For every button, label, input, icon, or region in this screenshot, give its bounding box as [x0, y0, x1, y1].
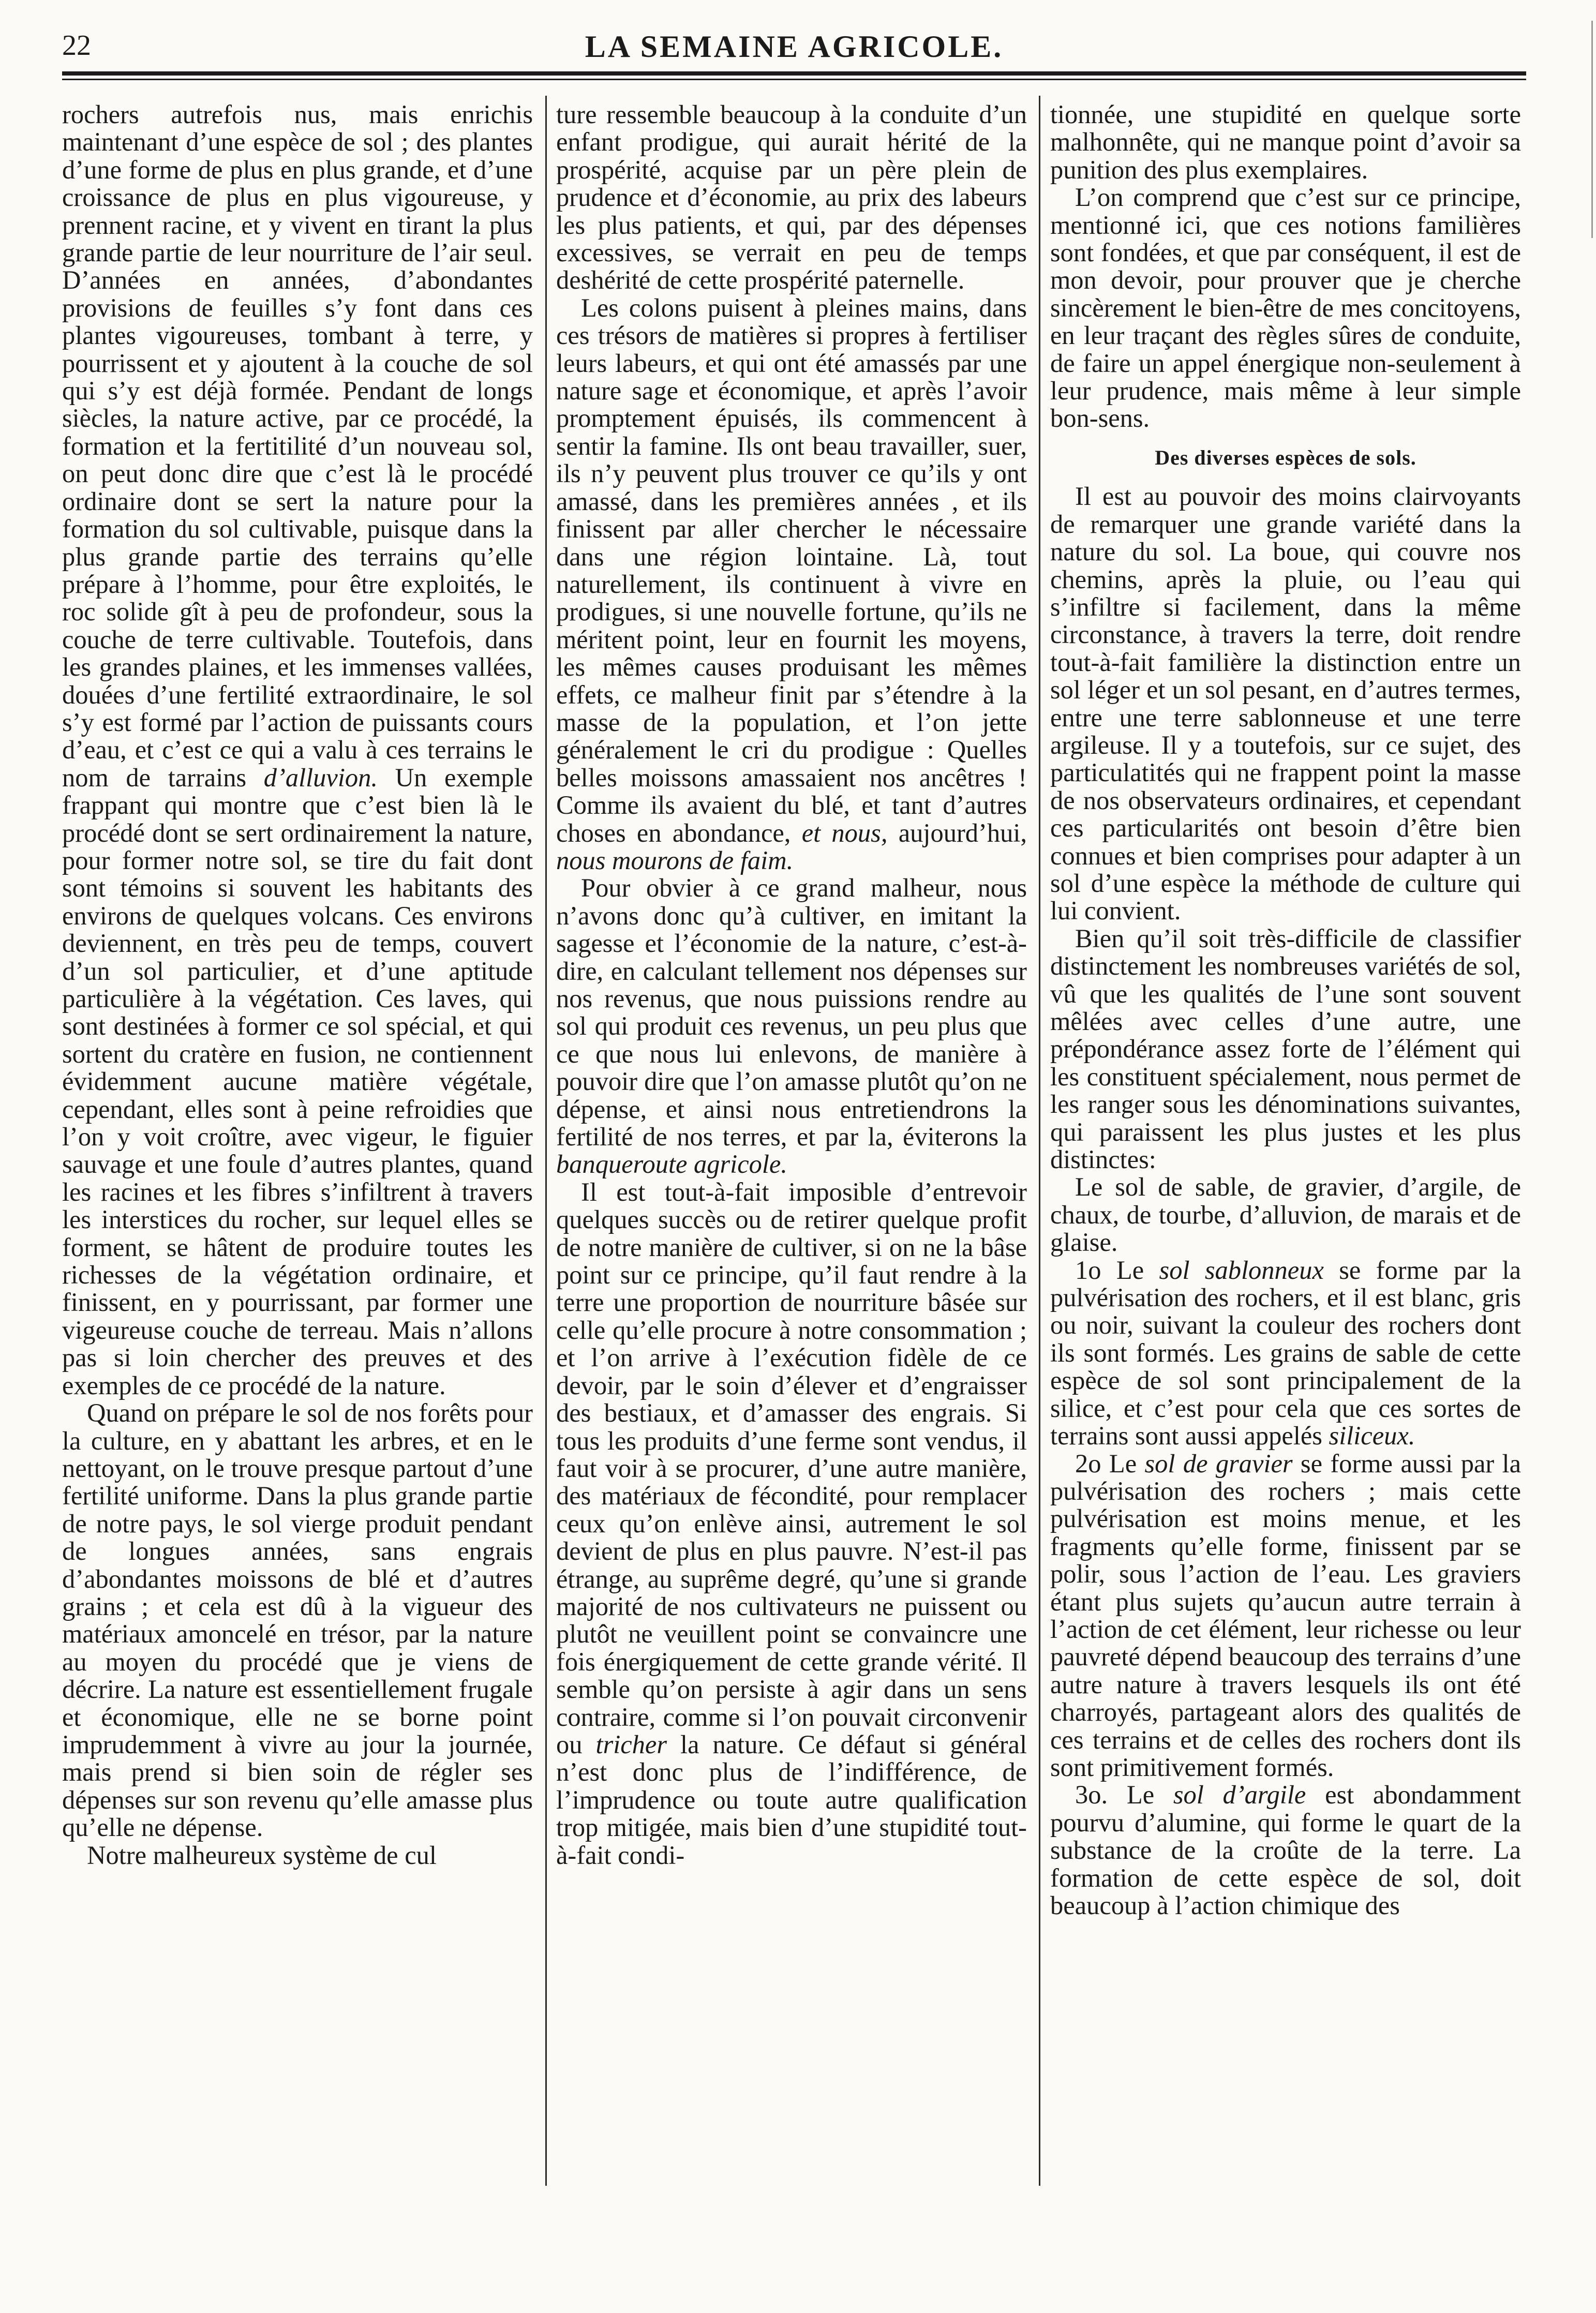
paragraph: Pour obvier à ce grand malheur, nous n’avons donc qu’à cultiver, en imitant la sagesse et l’économie de la nature, c’est-à-dire, en calculant tellement nos dépenses sur nos revenus, que nous puissions rendre au sol qui produit ces revenus, un peu plus que ce que nous lui enlevons, de manière à pouvoir dire que l’on amasse plutôt qu’on ne dépense, et ainsi nous entretiendrons la fertilité de nos terres, et par la, éviterons la banqueroute agricole.	[556, 873, 1027, 1179]
column-divider	[545, 96, 547, 2186]
text-column-1	[62, 101, 533, 2175]
paragraph: Bien qu’il soit très-difficile de classifier distinctement les nombreuses variétés de sol, vû que les qualités de l’une sont souvent mêlées avec celles d’une autre, une prépondérance assez forte de l’élément qui les constituent spécialement, nous permet de les ranger sous les dénominations suivantes, qui paraissent les plus justes et les plus distinctes:	[1050, 923, 1521, 1174]
header-rule-thin	[62, 79, 1526, 80]
paragraph: ture ressemble beaucoup à la conduite d’un enfant prodigue, qui aurait hérité de la prospérité, acquise par un père plein de prudence et d’économie, au prix des labeurs les plus patients, et qui, par des dépenses excessives, se verrait en peu de temps deshérité de cette prospérité paternelle.	[556, 101, 1027, 295]
paragraph: Le sol de sable, de gravier, d’argile, de chaux, de tourbe, d’alluvion, de marais et de glaise.	[1050, 1172, 1521, 1257]
paragraph: Il est au pouvoir des moins clairvoyants de remarquer une grande variété dans la nature du sol. La boue, qui couvre nos chemins, après la pluie, ou l’eau qui s’infiltre si facilement, dans la même circonstance, à travers la terre, doit rendre tout-à-fait familière la distinction entre un sol léger et un sol pesant, en d’autres termes, entre une terre sablonneuse et une terre argileuse. Il y a toutefois, sur ce sujet, des particulatités qui ne frappent point la masse de nos observateurs ordinaires, et cependant ces particularités ont besoin d’être bien connues et bien comprises pour adapter à un sol d’une espèce la méthode de culture qui lui convient.	[1050, 482, 1521, 926]
text-column-3	[1050, 101, 1521, 2175]
paragraph: Notre malheureux système de cul	[87, 1840, 437, 1870]
column-divider	[1039, 96, 1040, 2186]
paragraph: Les colons puisent à pleines mains, dans ces trésors de matières si propres à fertiliser leurs labeurs, et qui ont été amassés par une nature sage et économique, et après l’avoir promptement épuisés, ils commencent à sentir la famine. Ils ont beau travailler, suer, ils n’y peuvent plus trouver ce qu’ils y ont amassé, dans les premières années , et ils finissent par aller chercher le nécessaire dans une région lointaine. Là, tout naturellement, ils continuent à vivre en prodigues, si une nouvelle fortune, qu’ils ne méritent point, leur en fournit les moyens, les mêmes causes produisant les mêmes effets, ce malheur finit par s’étendre à la masse de la population, et l’on jette généralement le cri du prodigue : Quelles belles moissons amassaient nos ancêtres ! Comme ils avaient du blé, et tant d’autres choses en abondance, et nous, aujourd’hui, nous mourons de faim.	[556, 293, 1027, 875]
header-rule-thick	[62, 71, 1526, 76]
page-header	[62, 25, 1526, 66]
paragraph: 1o Le sol sablonneux se forme par la pulvérisation des rochers, et il est blanc, gris ou noir, suivant la couleur des rochers dont ils sont formés. Les grains de sable de cette espèce de sol sont principalement de la silice, et c’est pour cela que ces sortes de terrains sont aussi appelés siliceux.	[1050, 1255, 1521, 1451]
section-heading: Des diverses espèces de sols.	[1155, 445, 1416, 469]
paragraph: rochers autrefois nus, mais enrichis maintenant d’une espèce de sol ; des plantes d’une forme de plus en plus grande, et d’une croissance de plus en plus vigoureuse, y prennent racine, et y vivent en tirant la plus grande partie de leur nourriture de l’air seul. D’années en années, d’abondantes provisions de feuilles s’y font dans ces plantes vigoureuses, tombant à terre, y pourrissent et y ajoutent à la couche de sol qui s’y est déjà formée. Pendant de longs siècles, la nature active, par ce procédé, la formation et la fertitilité d’un nouveau sol, on peut donc dire que c’est là le procédé ordinaire dont se sert la nature pour la formation du sol cultivable, puisque dans la plus grande partie des terrains qu’elle prépare à l’homme, pour être exploités, le roc solide gît à peu de profondeur, sous la couche de terre cultivable. Toutefois, dans les grandes plaines, et les immenses vallées, douées d’une fertilité extraordinaire, le sol s’y est formé par l’action de puissants cours d’eau, et c’est ce qui a valu à ces terrains le nom de tarrains d’alluvion. Un exemple frappant qui montre que c’est bien là le procédé dont se sert ordinairement la nature, pour former notre sol, se tire du fait dont sont témoins si souvent les habitants des environs de quelques volcans. Ces environs deviennent, en très peu de temps, couvert d’un sol particulier, et d’une aptitude particulière à la végétation. Ces laves, qui sont destinées à former ce sol spécial, et qui sortent du cratère en fusion, ne contiennent évidemment aucune matière végétale, cependant, elles sont à peine refroidies que l’on y voit croître, avec vigeur, le figuier sauvage et une foule d’autres plantes, quand les racines et les fibres s’infiltrent à travers les interstices du rocher, sur lequel elles se forment, se hâtent de produire toutes les richesses de la végétation ordinaire, et finissent, en y pourrissant, par former une vigeureuse couche de terreau. Mais n’allons pas si loin chercher des preuves et des exemples de ce procédé de la nature.	[62, 101, 533, 1400]
publication-title: LA SEMAINE AGRICOLE.	[585, 29, 1004, 64]
paragraph: tionnée, une stupidité en quelque sorte malhonnête, qui ne manque point d’avoir sa punition des plus exemplaires.	[1050, 101, 1521, 184]
page-edge-mark	[1591, 21, 1593, 238]
page-number: 22	[62, 29, 91, 62]
paragraph: 2o Le sol de gravier se forme aussi par la pulvérisation des rochers ; mais cette pulvérisation est moins menue, et les fragments qu’elle forme, finissent par se polir, sous l’action de l’eau. Les graviers étant plus sujets qu’aucun autre terrain à l’action de cet élément, leur richesse ou leur pauvreté dépend beaucoup des terrains d’une autre nature à travers lesquels ils ont été charroyés, partageant alors des qualités de ces terrains et de celles des rochers dont ils sont primitivement formés.	[1050, 1449, 1521, 1782]
paragraph: Quand on prépare le sol de nos forêts pour la culture, en y abattant les arbres, et en le nettoyant, on le trouve presque partout d’une fertilité uniforme. Dans la plus grande partie de notre pays, le sol vierge produit pendant de longues années, sans engrais d’abondantes moissons de blé et d’autres grains ; et cela est dû à la vigueur des matériaux amoncelé en trésor, par la nature au moyen du procédé que je viens de décrire. La nature est essentiellement frugale et économique, elle ne se borne point imprudemment à vivre au jour la journée, mais prend si bien soin de régler ses dépenses sur son revenu qu’elle amasse plus qu’elle ne dépense.	[62, 1398, 533, 1842]
paragraph: Il est tout-à-fait imposible d’entrevoir quelques succès ou de retirer quelque profit de notre manière de cultiver, si on ne la bâse point sur ce principe, qu’il faut rendre à la terre une proportion de nourriture bâsée sur celle qu’elle procure à notre consommation ; et l’on arrive à l’exécution fidèle de ce devoir, par le soin d’élever et d’engraisser des bestiaux, et d’amasser des engrais. Si tous les produits d’une ferme sont vendus, il faut voir à se procurer, d’une autre manière, des matériaux de fécondité, pour remplacer ceux qu’on enlève ainsi, autrement le sol devient de plus en plus pauvre. N’est-il pas étrange, au suprême degré, qu’une si grande majorité de nos cultivateurs ne puissent ou plutôt ne veuillent point se convaincre une fois énergiquement de cette grande vérité. Il semble qu’on persiste à agir dans un sens contraire, comme si l’on pouvait circonvenir ou tricher la nature. Ce défaut si général n’est donc plus de l’indifférence, de l’imprudence ou toute autre qualification trop mitigée, mais bien d’une stupidité tout-à-fait condi-	[556, 1177, 1027, 1870]
paragraph: L’on comprend que c’est sur ce principe, mentionné ici, que ces notions familières sont fondées, et que par conséquent, il est de mon devoir, pour prouver que je cherche sincèrement le bien-être de mes concitoyens, en leur traçant des règles sûres de conduite, de faire un appel énergique non-seulement à leur prudence, mais même à leur simple bon-sens.	[1050, 183, 1521, 433]
text-column-2	[556, 101, 1027, 2175]
paragraph: 3o. Le sol d’argile est abondamment pourvu d’alumine, qui forme le quart de la substance de la croûte de la terre. La formation de cette espèce de sol, doit beaucoup à l’action chimique des	[1050, 1780, 1521, 1920]
